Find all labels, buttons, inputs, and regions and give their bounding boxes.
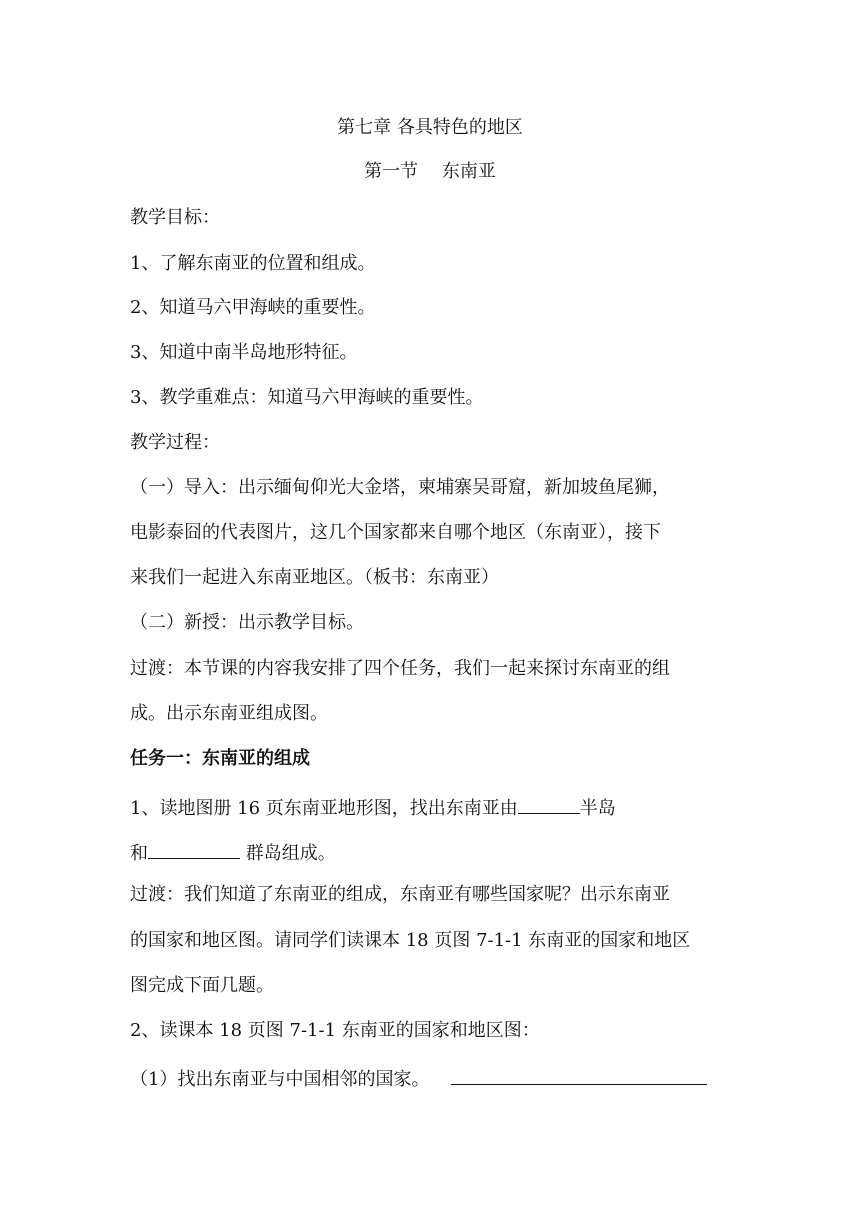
new-lesson: （二）新授：出示教学目标。 xyxy=(130,612,364,633)
transition-2-line-1: 过渡：我们知道了东南亚的组成，东南亚有哪些国家呢？出示东南亚 xyxy=(130,884,670,905)
objective-3: 3、知道中南半岛地形特征。 xyxy=(130,342,358,363)
intro-line-1: （一）导入：出示缅甸仰光大金塔，柬埔寨吴哥窟，新加坡鱼尾狮， xyxy=(130,477,670,498)
fill-blank-archipelago[interactable] xyxy=(148,838,240,859)
process-heading: 教学过程： xyxy=(130,432,220,453)
task-1-question-1-cont xyxy=(130,838,336,866)
question-text: 和 xyxy=(130,843,148,864)
section-title: 第一节 东南亚 xyxy=(364,161,496,182)
transition-2-line-3: 图完成下面几题。 xyxy=(130,975,274,996)
task-1-question-1 xyxy=(130,793,616,821)
transition-2-line-2: 的国家和地区图。请同学们读课本 18 页图 7-1-1 东南亚的国家和地区 xyxy=(130,930,691,951)
task-1-heading: 任务一：东南亚的组成 xyxy=(130,748,310,769)
question-text: 群岛组成。 xyxy=(240,843,336,864)
objective-2: 2、知道马六甲海峡的重要性。 xyxy=(130,297,376,318)
chapter-title: 第七章 各具特色的地区 xyxy=(337,117,523,138)
task-1-question-2-sub-1 xyxy=(130,1064,707,1092)
transition-1-line-2: 成。出示东南亚组成图。 xyxy=(130,703,328,724)
question-text: （1）找出东南亚与中国相邻的国家。 xyxy=(130,1069,430,1090)
fill-blank-neighbors[interactable] xyxy=(451,1064,707,1085)
objective-1: 1、了解东南亚的位置和组成。 xyxy=(130,253,376,274)
question-text: 1、读地图册 16 页东南亚地形图，找出东南亚由 xyxy=(130,798,518,819)
fill-blank-peninsula[interactable] xyxy=(518,793,580,814)
question-text: 半岛 xyxy=(579,798,616,819)
objectives-heading: 教学目标： xyxy=(130,207,220,228)
task-1-question-2: 2、读课本 18 页图 7-1-1 东南亚的国家和地区图： xyxy=(130,1020,540,1041)
intro-line-2: 电影泰囧的代表图片，这几个国家都来自哪个地区（东南亚），接下 xyxy=(130,522,661,543)
intro-line-3: 来我们一起进入东南亚地区。（板书：东南亚） xyxy=(130,567,499,588)
key-points: 3、教学重难点：知道马六甲海峡的重要性。 xyxy=(130,387,484,408)
transition-1-line-1: 过渡：本节课的内容我安排了四个任务，我们一起来探讨东南亚的组 xyxy=(130,658,670,679)
